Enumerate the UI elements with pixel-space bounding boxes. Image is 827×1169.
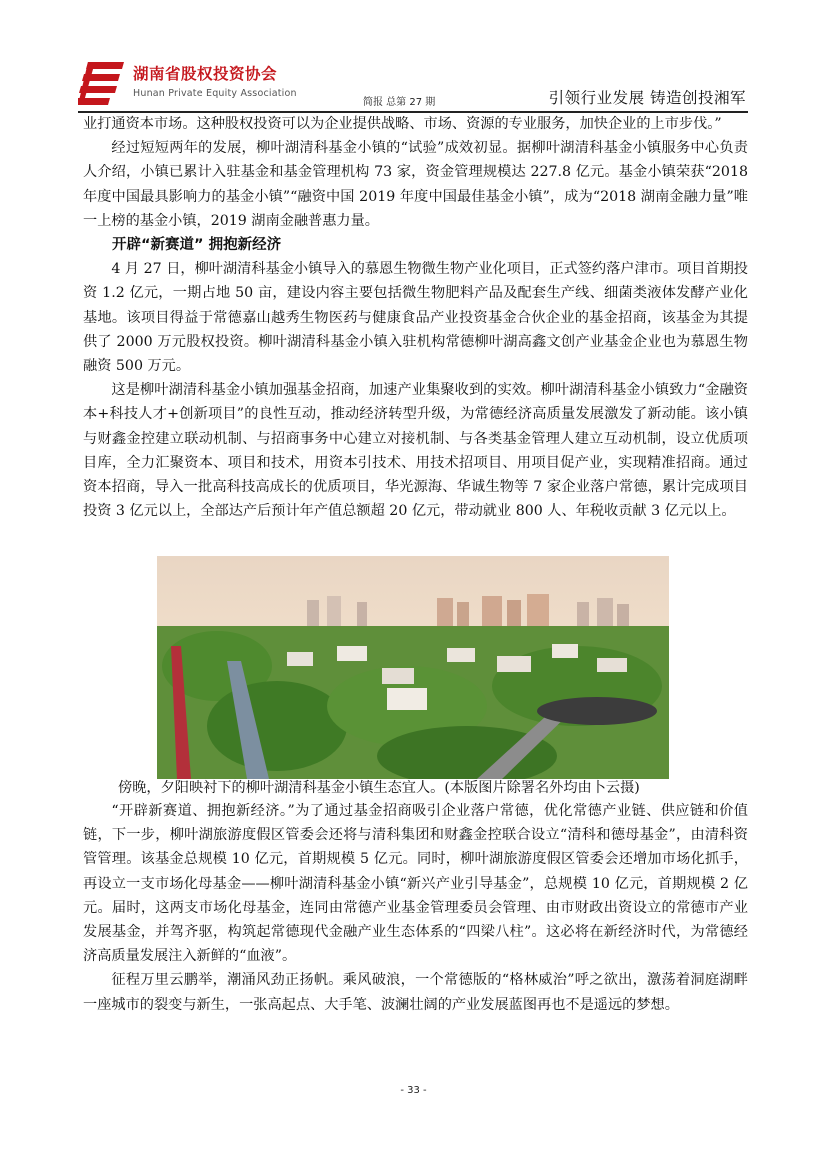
association-logo-icon (78, 60, 126, 106)
paragraph: 经过短短两年的发展，柳叶湖清科基金小镇的“试验”成效初显。据柳叶湖清科基金小镇服务中心负责人介绍，小镇已累计入驻基金和基金管理机构 73 家，资金管理规模达 227.8 亿元。基金小镇荣获“2018 年度中国最具影响力的基金小镇”“融资中国 2019 年度中国最佳基金小镇”，成为“2018 湖南金融力量”唯一上榜的基金小镇，2019 湖南金融普惠力量。 (83, 140, 748, 229)
association-name-en: Hunan Private Equity Association (133, 88, 297, 99)
paragraph: “开辟新赛道、拥抱新经济。”为了通过基金招商吸引企业落户常德，优化常德产业链、供应链和价值链，下一步，柳叶湖旅游度假区管委会还将与清科集团和财鑫金控联合设立“清科和德母基金”，由清科资管管理。该基金总规模 10 亿元，首期规模 5 亿元。同时，柳叶湖旅游度假区管委会还增加市场化抓手，再设立一支市场化母基金——柳叶湖清科基金小镇“新兴产业引导基金”，总规模 10 亿元，首期规模 2 亿元。届时，这两支市场化母基金，连同由常德产业基金管理委员会管理、由市财政出资设立的常德市产业发展基金，并驾齐驱，构筑起常德现代金融产业生态体系的“四梁八柱”。这必将在新经济时代，为常德经济高质量发展注入新鲜的“血液”。 (83, 803, 748, 965)
article-body-bottom (83, 799, 748, 1017)
page-number: - 33 - (400, 1085, 427, 1096)
paragraph: 这是柳叶湖清科基金小镇加强基金招商，加速产业集聚收到的实效。柳叶湖清科基金小镇致力“金融资本+科技人才+创新项目”的良性互动，推动经济转型升级，为常德经济高质量发展激发了新动能。该小镇与财鑫金控建立联动机制、与招商事务中心建立对接机制、与各类基金管理人建立互动机制，设立优质项目库，全力汇聚资本、项目和技术，用资本引技术、用技术招项目、用项目促产业，实现精准招商。通过资本招商，导入一批高科技高成长的优质项目，华光源海、华诚生物等 7 家企业落户常德，累计完成项目投资 3 亿元以上，全部达产后预计年产值总额超 20 亿元，带动就业 800 人、年税收贡献 3 亿元以上。 (83, 382, 748, 520)
section-heading: 开辟“新赛道” 拥抱新经济 (112, 237, 282, 254)
association-name-cn: 湖南省股权投资协会 (133, 65, 278, 83)
paragraph: 4 月 27 日，柳叶湖清科基金小镇导入的慕恩生物微生物产业化项目，正式签约落户津市。项目首期投资 1.2 亿元，一期占地 50 亩，建设内容主要包括微生物肥料产品及配套生产线、细菌类液体发酵产业化基地。该项目得益于常德嘉山越秀生物医药与健康食品产业投资基金合伙企业的基金招商，该基金为其提供了 2000 万元股权投资。柳叶湖清科基金小镇入驻机构常德柳叶湖高鑫文创产业基金企业也为慕恩生物融资 500 万元。 (83, 261, 748, 375)
page-header (78, 56, 748, 112)
town-photo (157, 556, 669, 779)
photo-caption: 傍晚，夕阳映衬下的柳叶湖清科基金小镇生态宜人。(本版图片除署名外均由卜云摄) (118, 780, 640, 796)
header-slogan: 引领行业发展 铸造创投湘军 (548, 89, 746, 107)
article-body-top (83, 112, 748, 523)
paragraph: 征程万里云鹏举，潮涌风劲正扬帆。乘风破浪，一个常德版的“格林威治”呼之欲出，激荡着洞庭湖畔一座城市的裂变与新生，一张高起点、大手笔、波澜壮阔的产业发展蓝图再也不是遥远的梦想。 (83, 972, 748, 1013)
paragraph: 业打通资本市场。这种股权投资可以为企业提供战略、市场、资源的专业服务，加快企业的上市步伐。” (83, 116, 722, 132)
issue-label: 简报 总第 27 期 (363, 97, 436, 108)
